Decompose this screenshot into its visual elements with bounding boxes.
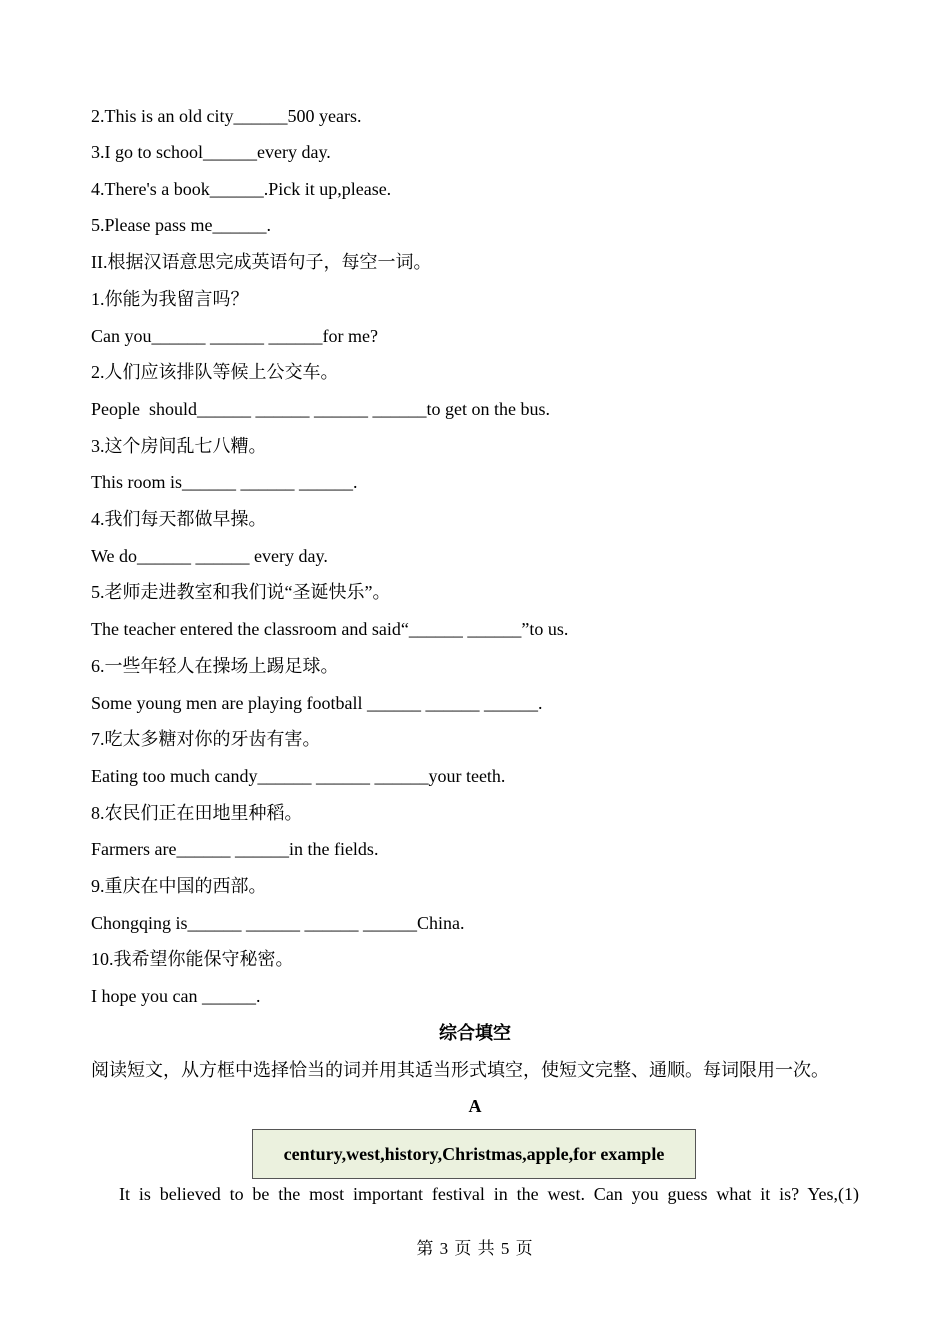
question-chinese: 6.一些年轻人在操场上踢足球。 <box>91 656 339 676</box>
question-chinese: 1.你能为我留言吗？ <box>91 289 249 309</box>
question-chinese: 9.重庆在中国的西部。 <box>91 876 267 896</box>
question-english: People should______ ______ ______ ______to get on the bus. <box>91 399 550 419</box>
part1-item: 5.Please pass me______. <box>91 215 271 235</box>
part1-item: 4.There's a book______.Pick it up,please. <box>91 179 392 199</box>
part1-item: 3.I go to school______every day. <box>91 142 331 162</box>
word-box-text: century,west,history,Christmas,apple,for example <box>283 1143 665 1164</box>
question-chinese: 10.我希望你能保守秘密。 <box>91 949 294 969</box>
passage-label: A <box>468 1096 482 1116</box>
part2-heading: II.根据汉语意思完成英语句子，每空一词。 <box>91 252 432 272</box>
question-chinese: 4.我们每天都做早操。 <box>91 509 267 529</box>
question-chinese: 3.这个房间乱七八糟。 <box>91 436 267 456</box>
question-english: We do______ ______ every day. <box>91 546 328 566</box>
question-english: Farmers are______ ______in the fields. <box>91 839 379 859</box>
question-english: Some young men are playing football ______ ______ ______. <box>91 693 543 713</box>
word-box <box>252 1129 696 1179</box>
question-english: Can you______ ______ ______for me? <box>91 326 378 346</box>
passage-text: It is believed to be the most important festival in the west. Can you guess what it is? Yes,(1) <box>119 1184 859 1204</box>
question-english: This room is______ ______ ______. <box>91 472 358 492</box>
section-title: 综合填空 <box>439 1023 511 1043</box>
question-english: I hope you can ______. <box>91 986 261 1006</box>
page-footer: 第 3 页 共 5 页 <box>416 1239 534 1258</box>
question-english: Eating too much candy______ ______ ______your teeth. <box>91 766 506 786</box>
question-english: The teacher entered the classroom and said“______ ______”to us. <box>91 619 569 639</box>
question-english: Chongqing is______ ______ ______ ______China. <box>91 913 465 933</box>
part1-item: 2.This is an old city______500 years. <box>91 106 362 126</box>
question-chinese: 7.吃太多糖对你的牙齿有害。 <box>91 729 321 749</box>
question-chinese: 5.老师走进教室和我们说“圣诞快乐”。 <box>91 582 391 602</box>
question-chinese: 8.农民们正在田地里种稻。 <box>91 803 303 823</box>
instruction: 阅读短文，从方框中选择恰当的词并用其适当形式填空，使短文完整、通顺。每词限用一次。 <box>91 1060 829 1080</box>
question-chinese: 2.人们应该排队等候上公交车。 <box>91 362 339 382</box>
